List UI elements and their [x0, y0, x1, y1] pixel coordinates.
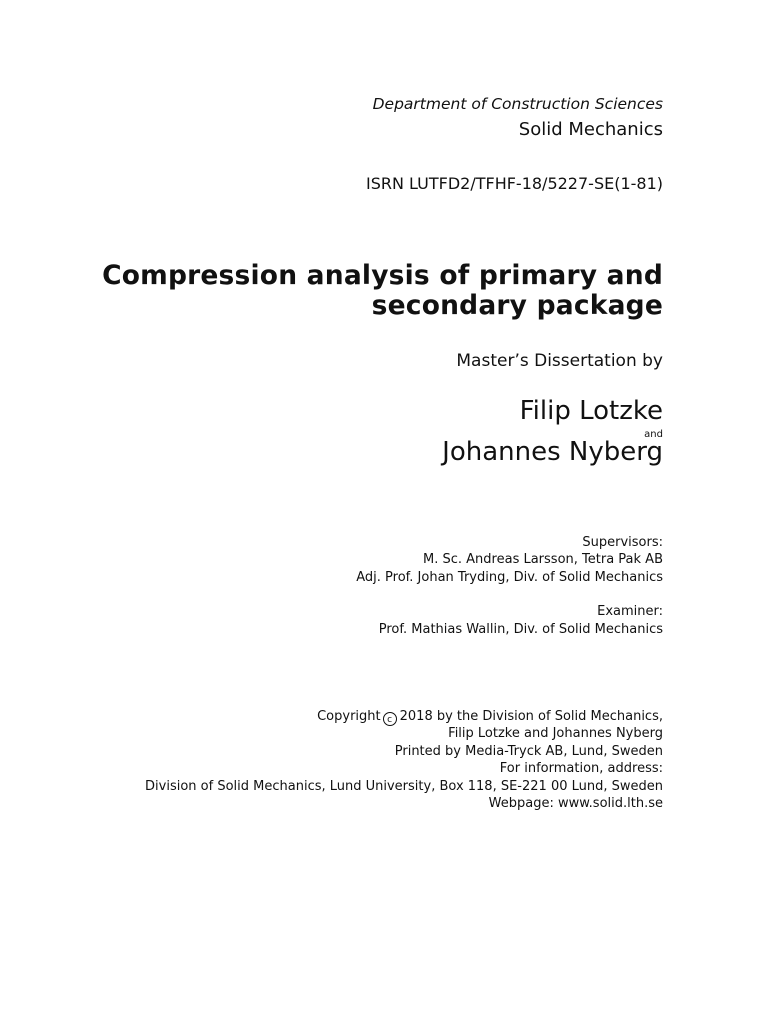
examiner-name: Prof. Mathias Wallin, Div. of Solid Mechanics: [378, 622, 663, 637]
copyright-label: Copyright: [317, 709, 381, 724]
copyright-line: [317, 710, 663, 726]
supervisor-1: M. Sc. Andreas Larsson, Tetra Pak AB: [423, 552, 663, 567]
department-name: Department of Construction Sciences: [372, 95, 663, 113]
isrn-number: ISRN LUTFD2/TFHF-18/5227-SE(1-81): [365, 174, 663, 193]
information-label: For information, address:: [499, 761, 663, 776]
supervisor-2: Adj. Prof. Johan Tryding, Div. of Solid Mechanics: [356, 570, 663, 585]
copyright-icon: c: [383, 712, 397, 726]
author-first: Filip Lotzke: [519, 396, 663, 426]
postal-address: Division of Solid Mechanics, Lund University, Box 118, SE-221 00 Lund, Sweden: [145, 779, 663, 794]
webpage-info: Webpage: www.solid.lth.se: [488, 796, 663, 811]
title-line-1: Compression analysis of primary and: [102, 260, 663, 291]
dissertation-byline: Master’s Dissertation by: [456, 351, 663, 371]
author-second: Johannes Nyberg: [442, 437, 663, 467]
supervisors-heading: Supervisors:: [582, 535, 663, 550]
division-name: Solid Mechanics: [518, 119, 663, 140]
examiner-heading: Examiner:: [597, 604, 663, 619]
printer-info: Printed by Media-Tryck AB, Lund, Sweden: [394, 744, 663, 759]
copyright-text: 2018 by the Division of Solid Mechanics,: [399, 709, 663, 724]
copyright-holders: Filip Lotzke and Johannes Nyberg: [448, 726, 663, 741]
author-conjunction: and: [644, 429, 663, 440]
title-line-2: secondary package: [371, 290, 663, 321]
document-title: [102, 261, 663, 321]
